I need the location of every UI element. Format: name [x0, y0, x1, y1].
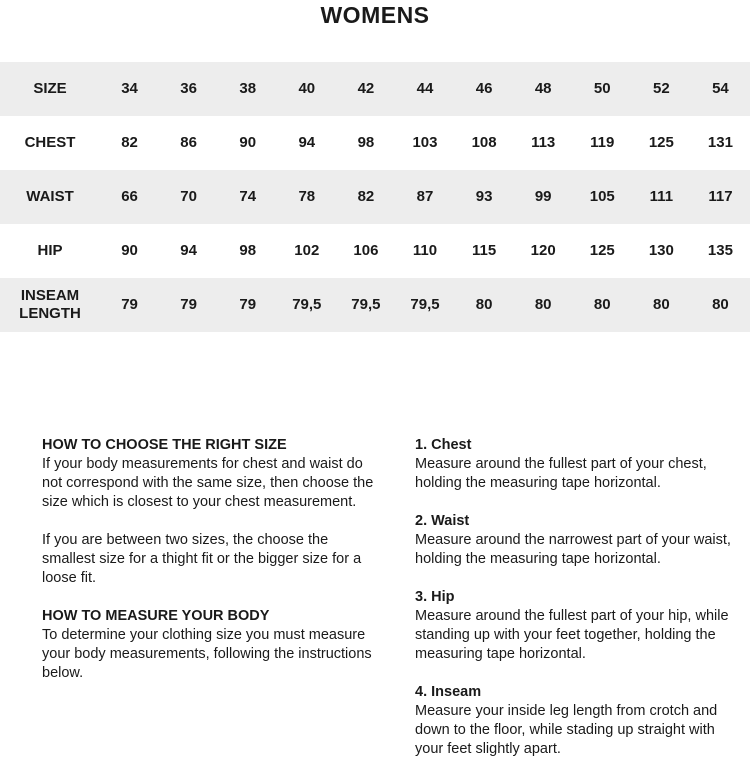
- table-cell: 111: [649, 188, 674, 205]
- row-label: INSEAM LENGTH: [19, 287, 81, 322]
- table-cell: 90: [239, 134, 257, 151]
- table-cell: 80: [653, 296, 670, 313]
- instruction-paragraph: If your body measurements for chest and waist do not correspond with the same size, then choose the size which is closest to your chest measurement.: [42, 456, 374, 510]
- instruction-group-4-inseam: [415, 683, 747, 759]
- size-table: [0, 62, 750, 332]
- table-cell: 115: [471, 242, 497, 259]
- instruction-group-how-to-choose-the-right-size: [42, 436, 382, 588]
- table-cell: 79: [180, 296, 197, 313]
- table-cell: 113: [531, 134, 556, 151]
- instructions-section: [0, 436, 750, 778]
- table-cell: 36: [180, 80, 197, 97]
- table-cell: 38: [239, 80, 257, 97]
- table-cell: 79,5: [292, 296, 322, 313]
- instruction-heading: 4. Inseam: [415, 684, 482, 700]
- instruction-paragraph: If you are between two sizes, the choose the smallest size for a thight fit or the bigger size for a loose fit.: [42, 532, 362, 586]
- table-cell: 102: [294, 242, 320, 259]
- table-cell: 54: [712, 80, 729, 97]
- table-cell: 125: [589, 242, 615, 259]
- instructions-right-column: [415, 436, 747, 778]
- table-cell: 80: [593, 296, 611, 313]
- table-cell: 78: [298, 188, 316, 205]
- page-title: WOMENS: [320, 2, 430, 28]
- table-cell: 105: [589, 188, 615, 205]
- table-cell: 86: [180, 134, 197, 151]
- table-cell: 46: [475, 80, 493, 97]
- table-cell: 99: [534, 188, 552, 205]
- table-cell: 40: [298, 80, 316, 97]
- table-cell: 117: [708, 188, 733, 205]
- table-cell: 90: [121, 242, 138, 259]
- table-cell: 52: [653, 80, 670, 97]
- row-label: SIZE: [33, 80, 67, 97]
- instruction-paragraph: Measure around the fullest part of your chest, holding the measuring tape horizontal.: [415, 456, 707, 491]
- table-cell: 34: [121, 80, 138, 97]
- table-cell: 135: [707, 242, 733, 259]
- table-cell: 44: [416, 80, 434, 97]
- table-cell: 82: [121, 134, 138, 151]
- instruction-group-2-waist: [415, 512, 747, 569]
- table-cell: 130: [648, 242, 674, 259]
- instruction-group-1-chest: [415, 436, 747, 493]
- table-cell: 42: [357, 80, 375, 97]
- table-cell: 110: [412, 242, 438, 259]
- table-row-hip: [0, 224, 750, 278]
- table-cell: 98: [357, 134, 375, 151]
- table-cell: 120: [530, 242, 556, 259]
- instruction-paragraph: Measure your inside leg length from crotch and down to the floor, while stading up straight with your feet slightly apart.: [415, 703, 718, 757]
- table-cell: 48: [534, 80, 552, 97]
- instructions-left-column: [42, 436, 382, 778]
- table-cell: 66: [121, 188, 138, 205]
- table-cell: 98: [239, 242, 257, 259]
- table-cell: 80: [475, 296, 493, 313]
- instruction-group-how-to-measure-your-body: [42, 607, 382, 683]
- instruction-heading: HOW TO CHOOSE THE RIGHT SIZE: [42, 437, 287, 453]
- table-cell: 79: [121, 296, 138, 313]
- table-cell: 94: [180, 242, 197, 259]
- table-cell: 79,5: [410, 296, 440, 313]
- row-label: CHEST: [24, 134, 76, 151]
- row-label: WAIST: [26, 188, 74, 205]
- table-cell: 80: [712, 296, 729, 313]
- instruction-paragraph: Measure around the narrowest part of your waist, holding the measuring tape horizontal.: [415, 532, 731, 567]
- instruction-heading: 3. Hip: [415, 589, 455, 605]
- table-cell: 74: [239, 188, 257, 205]
- table-cell: 70: [180, 188, 197, 205]
- row-label: HIP: [37, 242, 63, 259]
- instruction-heading: HOW TO MEASURE YOUR BODY: [42, 608, 270, 624]
- table-row-waist: [0, 170, 750, 224]
- table-row-inseam-length: [0, 278, 750, 332]
- table-cell: 108: [471, 134, 497, 151]
- table-cell: 93: [475, 188, 493, 205]
- table-row-chest: [0, 116, 750, 170]
- table-cell: 125: [648, 134, 674, 151]
- table-cell: 79: [239, 296, 257, 313]
- instruction-heading: 1. Chest: [415, 437, 472, 453]
- table-cell: 119: [590, 134, 615, 151]
- table-cell: 106: [353, 242, 379, 259]
- table-cell: 80: [534, 296, 552, 313]
- table-cell: 131: [707, 134, 733, 151]
- table-cell: 94: [298, 134, 316, 151]
- instruction-paragraph: To determine your clothing size you must measure your body measurements, following the instructions below.: [42, 627, 372, 681]
- table-cell: 82: [357, 188, 375, 205]
- table-cell: 79,5: [351, 296, 381, 313]
- instruction-group-3-hip: [415, 588, 747, 664]
- instruction-paragraph: Measure around the fullest part of your hip, while standing up with your feet together, holding the measuring tape horizontal.: [415, 608, 729, 662]
- table-cell: 50: [593, 80, 611, 97]
- instruction-heading: 2. Waist: [415, 513, 470, 529]
- table-cell: 87: [416, 188, 434, 205]
- table-cell: 103: [412, 134, 438, 151]
- table-row-size: [0, 62, 750, 116]
